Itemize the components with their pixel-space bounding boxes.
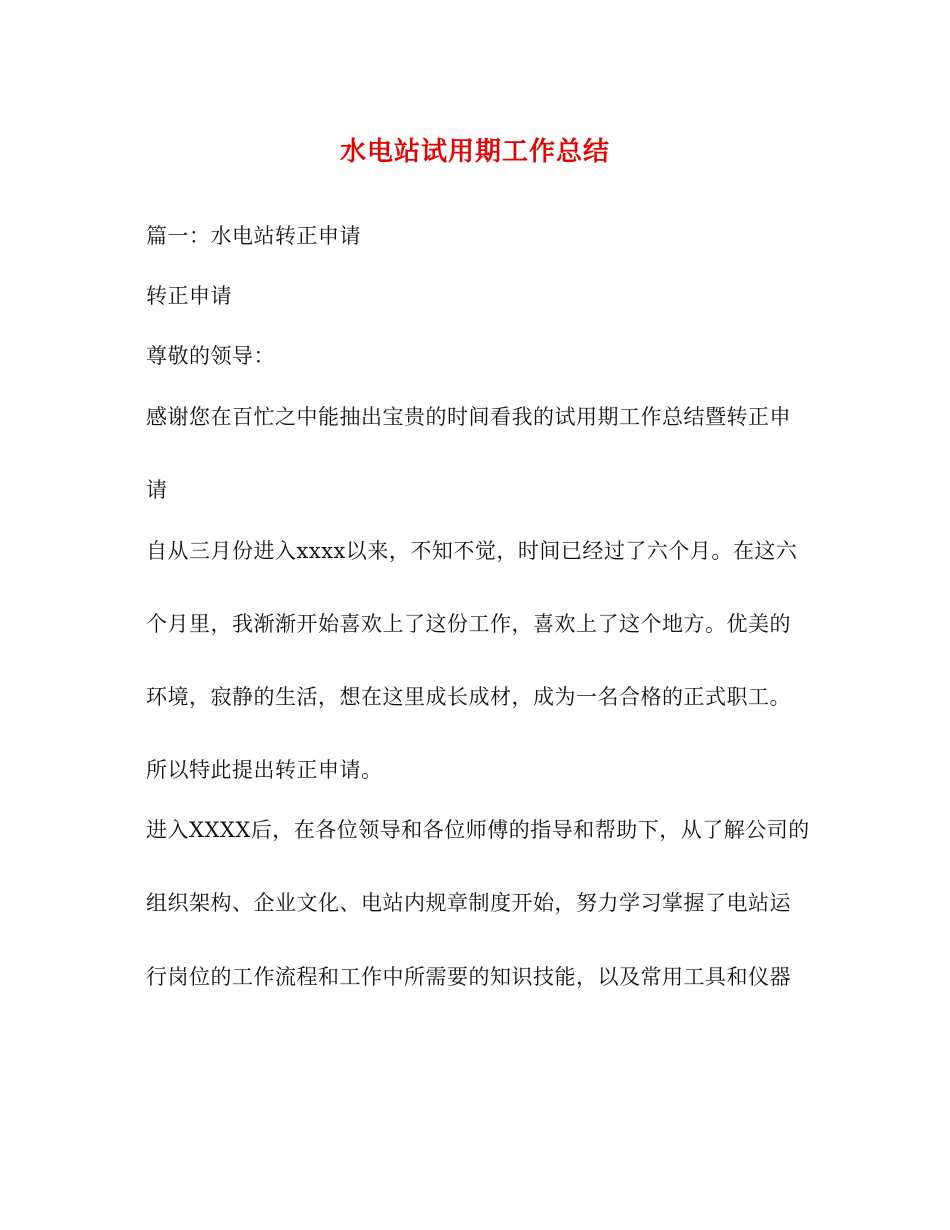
- text-line-6: 自从三月份进入xxxx以来，不知不觉，时间已经过了六个月。在这六: [146, 539, 798, 563]
- text-line-12: 行岗位的工作流程和工作中所需要的知识技能，以及常用工具和仪器: [146, 965, 791, 989]
- text-line-10: 进入XXXX后，在各位领导和各位师傅的指导和帮助下，从了解公司的: [146, 818, 810, 842]
- text-line-2: 转正申请: [146, 284, 232, 308]
- document-title: 水电站试用期工作总结: [339, 137, 610, 167]
- text-line-1: 篇一：水电站转正申请: [146, 224, 361, 248]
- text-line-9: 所以特此提出转正申请。: [146, 758, 383, 782]
- text-line-4: 感谢您在百忙之中能抽出宝贵的时间看我的试用期工作总结暨转正申: [146, 405, 791, 429]
- text-line-7: 个月里，我渐渐开始喜欢上了这份工作，喜欢上了这个地方。优美的: [146, 612, 791, 636]
- text-line-11: 组织架构、企业文化、电站内规章制度开始，努力学习掌握了电站运: [146, 891, 791, 915]
- text-line-8: 环境，寂静的生活，想在这里成长成材，成为一名合格的正式职工。: [146, 685, 791, 709]
- text-line-3: 尊敬的领导：: [146, 344, 275, 368]
- text-line-5: 请: [146, 478, 168, 502]
